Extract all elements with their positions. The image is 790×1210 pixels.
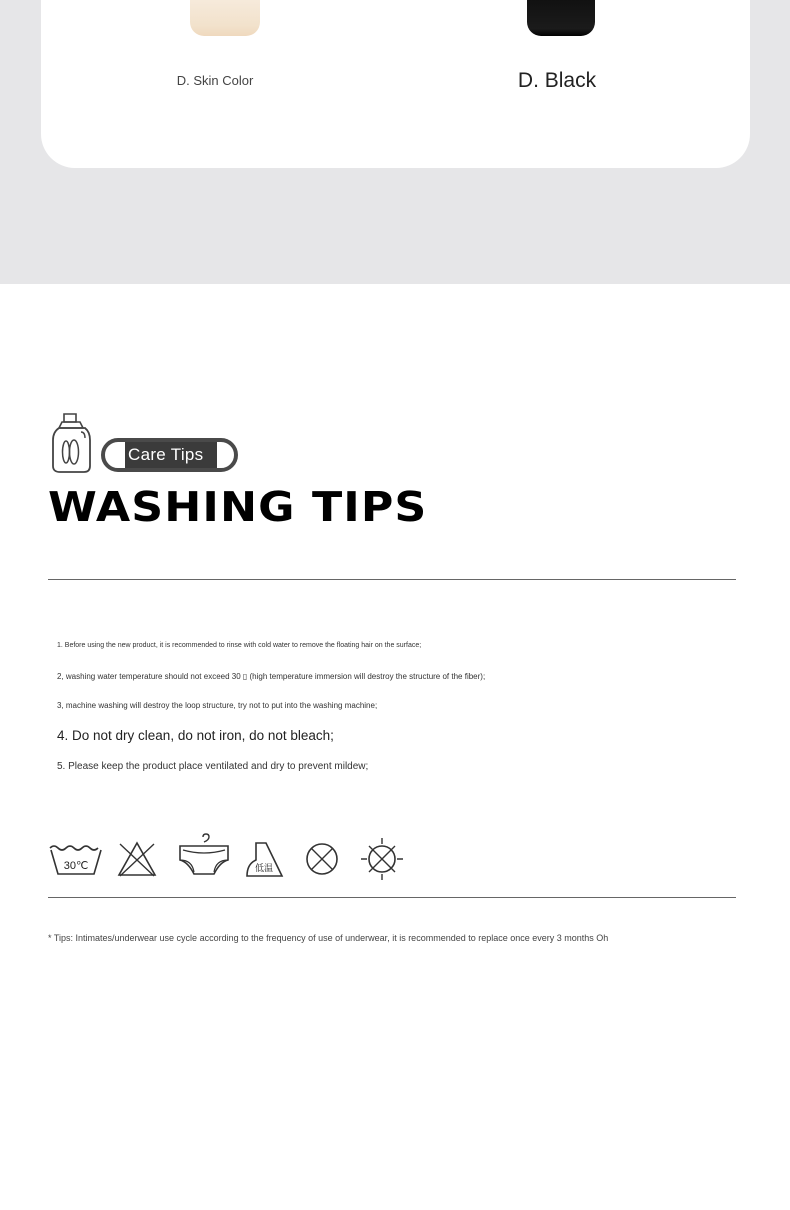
washing-tips-heading: WASHING TIPS [48, 483, 428, 531]
color-options-band [0, 0, 790, 284]
black-color-label: D. Black [517, 69, 597, 92]
divider-top [48, 579, 736, 580]
tip-item: 3, machine washing will destroy the loop structure, try not to put into the washing machine; [57, 701, 378, 710]
skin-color-label: D. Skin Color [176, 73, 254, 88]
low-temperature-iron-icon [244, 840, 284, 878]
tip-item: 2, washing water temperature should not exceed 30 ▯ (high temperature immersion will destroy the structure of the fiber); [57, 672, 486, 681]
skin-color-garment-image [190, 0, 260, 36]
hang-dry-icon [177, 832, 231, 878]
tip-item: 1. Before using the new product, it is recommended to rinse with cold water to remove the floating hair on the surface; [57, 642, 422, 649]
wash-30c-icon [48, 840, 104, 878]
tip-item: 5. Please keep the product place ventilated and dry to prevent mildew; [57, 761, 369, 772]
detergent-bottle-icon [50, 412, 92, 474]
divider-bottom [48, 897, 736, 898]
do-not-dry-clean-icon [303, 840, 341, 878]
wash-temperature-label: 30℃ [63, 860, 89, 872]
color-swatch-card [41, 0, 750, 168]
iron-temperature-label: 低温 [254, 864, 274, 874]
replacement-footnote: * Tips: Intimates/underwear use cycle according to the frequency of use of underwear, it is recommended to replace once every 3 months Oh [48, 933, 609, 943]
black-garment-image [527, 0, 595, 36]
do-not-tumble-dry-icon [359, 836, 405, 882]
do-not-bleach-icon [116, 840, 158, 878]
care-tips-label: Care Tips [128, 445, 204, 464]
tip-item: 4. Do not dry clean, do not iron, do not bleach; [57, 728, 334, 743]
care-tips-badge [101, 438, 238, 472]
